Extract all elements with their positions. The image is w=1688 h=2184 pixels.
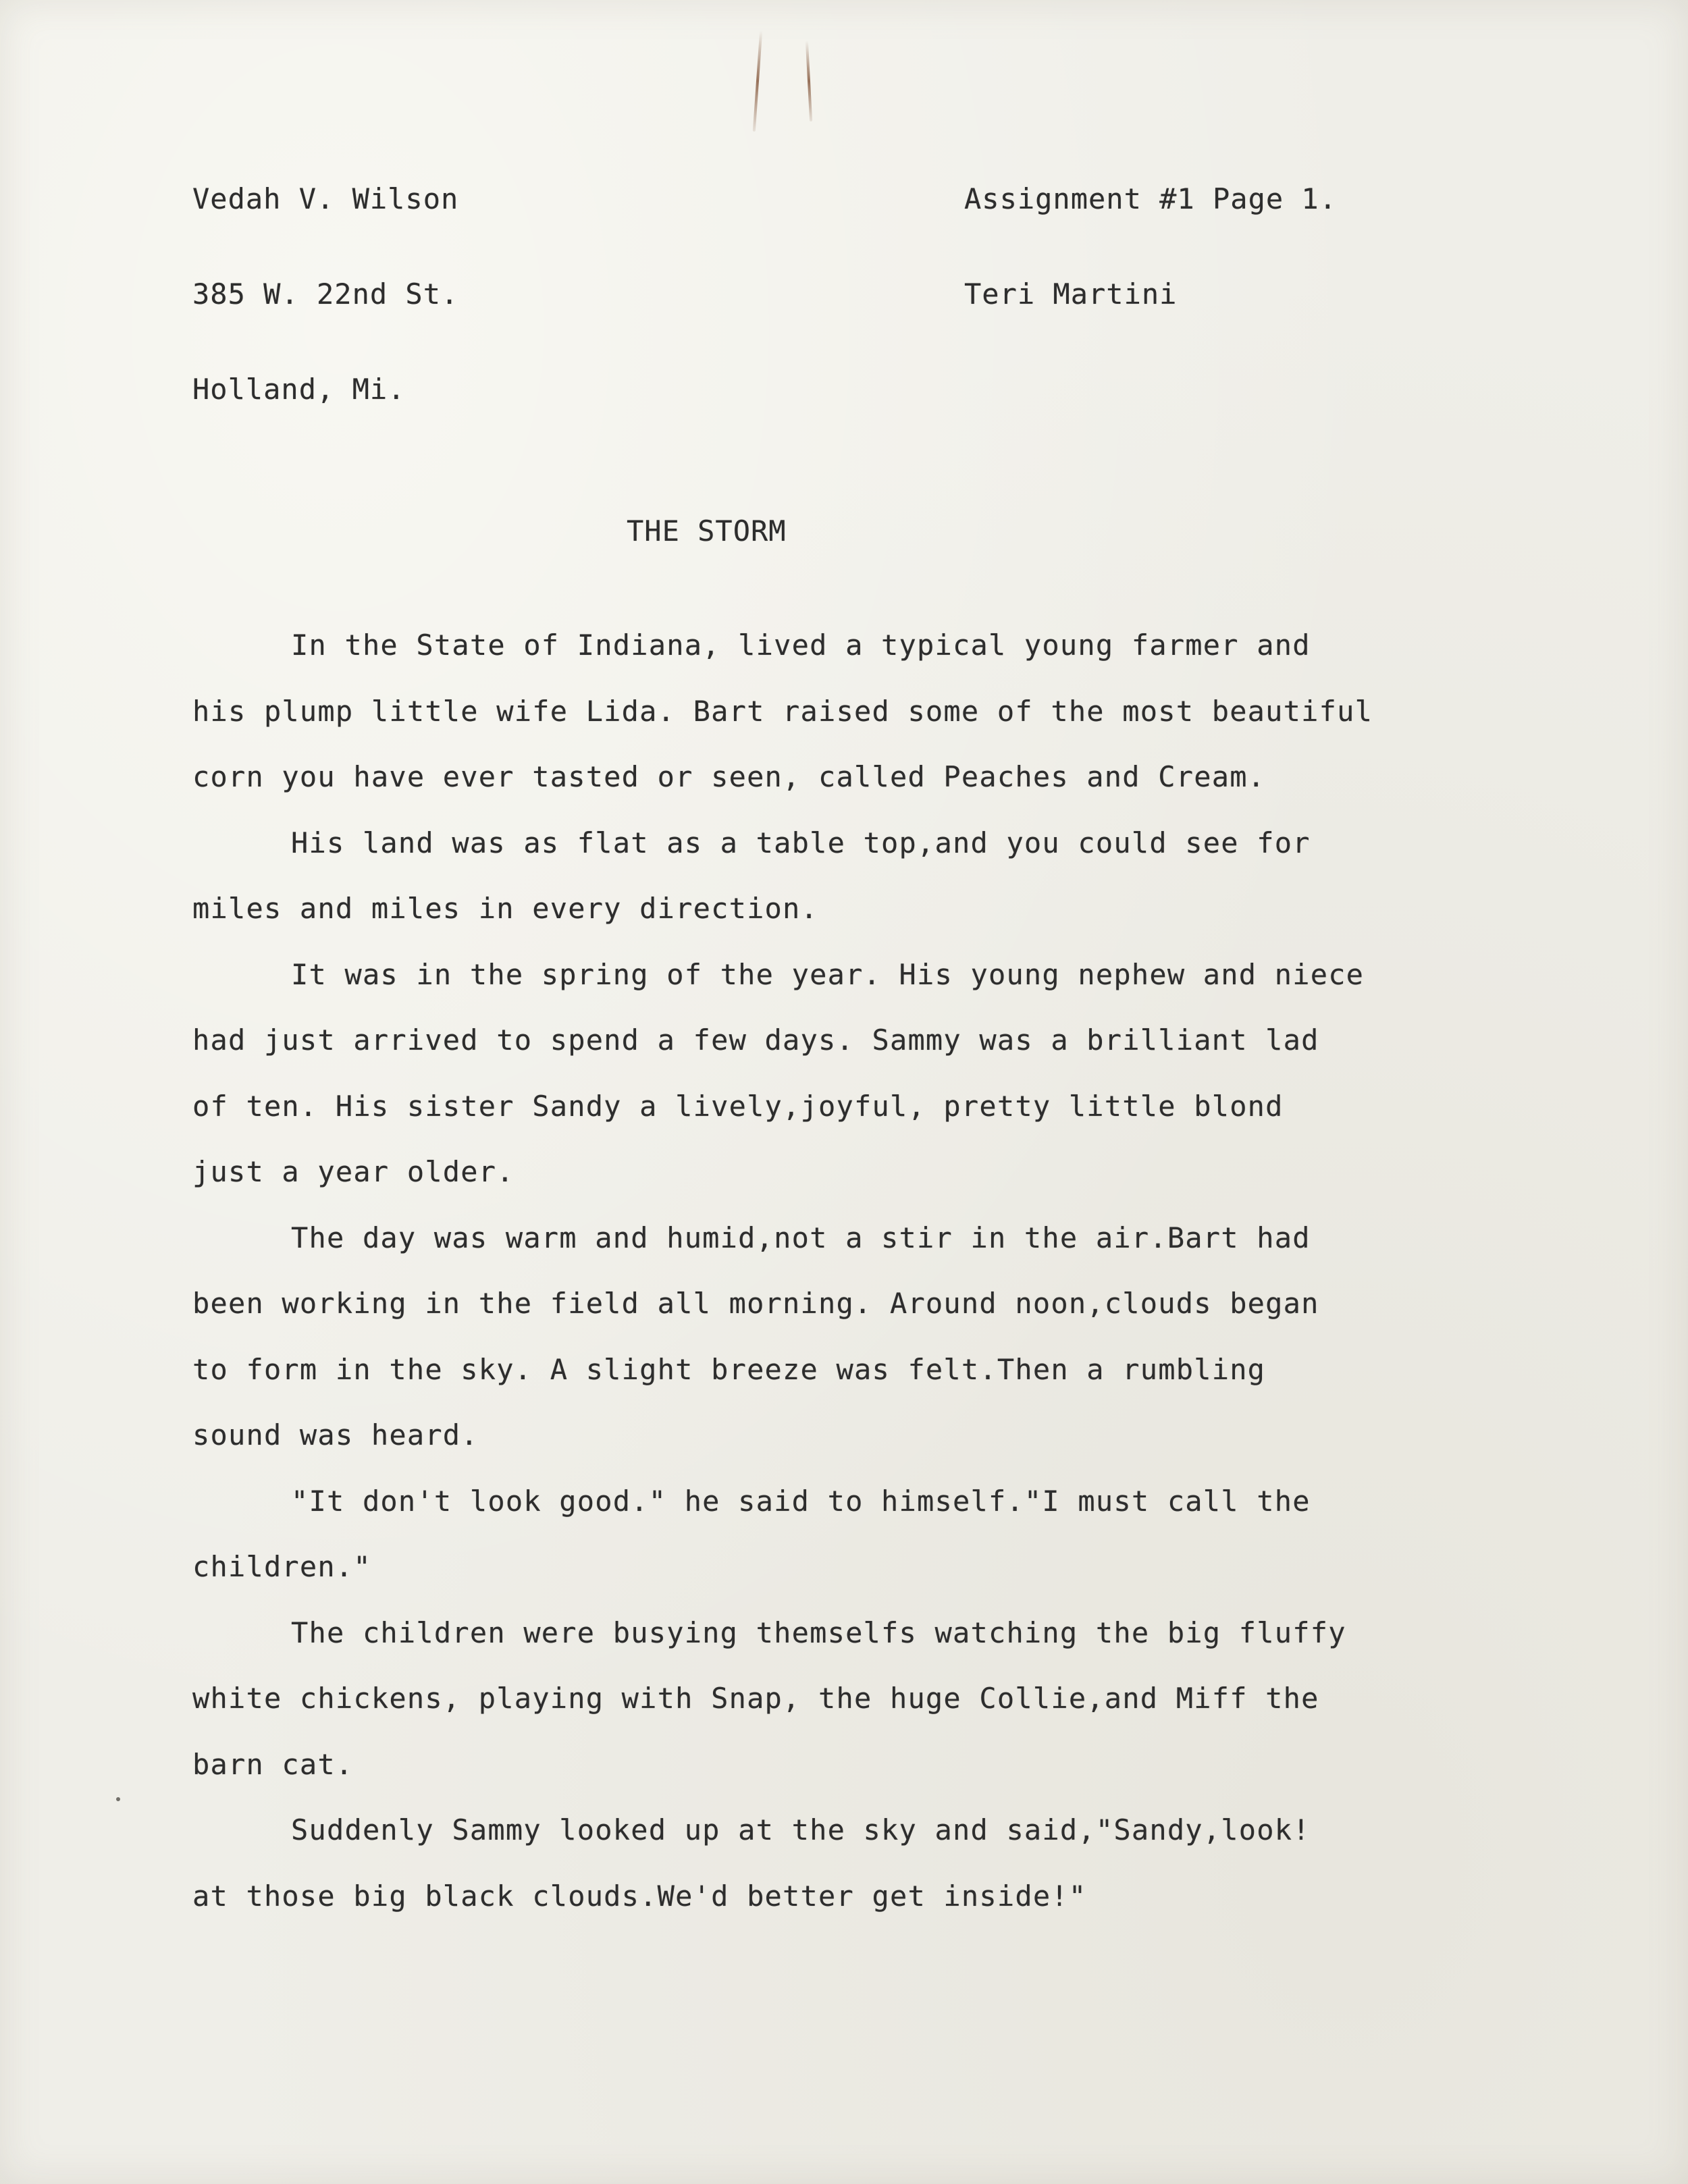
body-line: It was in the spring of the year. His young nephew and niece [291,957,1365,991]
body-line: to form in the sky. A slight breeze was felt.Then a rumbling [192,1352,1266,1386]
body-line: The children were busying themselfs watching the big fluffy [291,1616,1346,1649]
body-line: at those big black clouds.We'd better get inside!" [192,1879,1087,1913]
story-body [192,629,1543,1946]
body-line: In the State of Indiana, lived a typical young farmer and [291,629,1311,662]
sender-address-block [192,119,458,469]
body-line: sound was heard. [192,1418,479,1451]
body-line: just a year older. [192,1155,515,1188]
body-line: The day was warm and humid,not a stir in the air.Bart had [291,1221,1311,1254]
sender-city: Holland, Mi. [192,373,406,406]
body-line: white chickens, playing with Snap, the huge Collie,and Miff the [192,1682,1319,1715]
body-line: been working in the field all morning. Around noon,clouds began [192,1287,1319,1320]
body-line: of ten. His sister Sandy a lively,joyful, pretty little blond [192,1089,1284,1123]
sender-name: Vedah V. Wilson [192,182,459,215]
staple-stain [753,30,762,132]
ink-speck [116,1797,120,1801]
assignment-block [964,119,1337,373]
instructor-name: Teri Martini [964,277,1178,311]
body-line: miles and miles in every direction. [192,892,819,925]
body-line: His land was as flat as a table top,and you could see for [291,826,1311,859]
assignment-label: Assignment #1 Page 1. [964,182,1338,215]
body-line: his plump little wife Lida. Bart raised some of the most beautiful [192,694,1373,728]
body-line: corn you have ever tasted or seen, called Peaches and Cream. [192,760,1266,793]
story-title: THE STORM [627,514,787,548]
sender-street: 385 W. 22nd St. [192,277,459,311]
body-line: "It don't look good." he said to himself."I must call the [291,1484,1311,1518]
body-line: children." [192,1550,371,1583]
body-line: barn cat. [192,1747,354,1781]
body-line: had just arrived to spend a few days. Sammy was a brilliant lad [192,1023,1319,1057]
staple-stain [806,41,812,122]
body-line: Suddenly Sammy looked up at the sky and said,"Sandy,look! [291,1813,1311,1846]
